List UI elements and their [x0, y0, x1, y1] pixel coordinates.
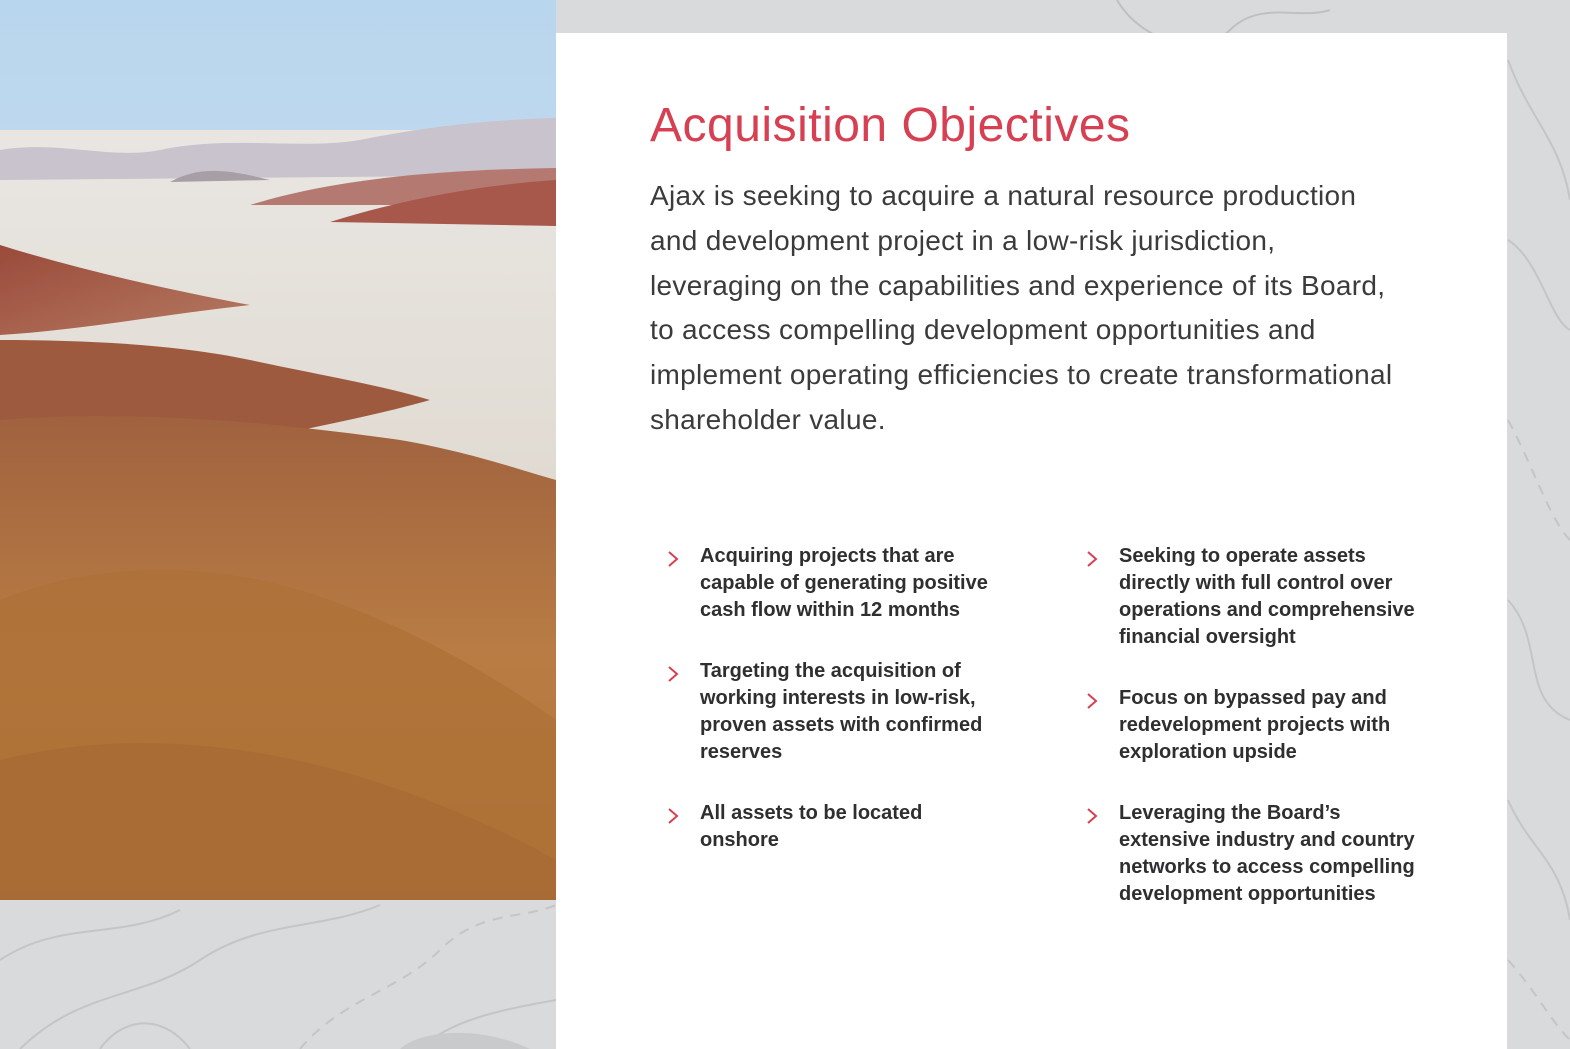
page-title: Acquisition Objectives: [650, 99, 1131, 152]
list-item: [666, 658, 1006, 766]
desert-landscape-image: [0, 0, 556, 900]
objectives-list-right: [1085, 543, 1415, 908]
list-item-text: Acquiring projects that are capable of generating positive cash flow within 12 months: [700, 545, 988, 621]
list-item-text: Focus on bypassed pay and redevelopment projects with exploration upside: [1119, 687, 1391, 763]
objectives-list-left: [666, 543, 1006, 854]
list-item-text: Leveraging the Board’s extensive industry and country networks to access compelling development opportunities: [1119, 802, 1415, 905]
chevron-right-icon: [666, 807, 680, 825]
chevron-right-icon: [666, 665, 680, 683]
chevron-right-icon: [1085, 550, 1099, 568]
list-item: [666, 543, 1006, 624]
list-item: [1085, 800, 1415, 908]
list-item-text: All assets to be located onshore: [700, 802, 923, 851]
list-item-text: Targeting the acquisition of working interests in low-risk, proven assets with confirmed reserves: [700, 660, 983, 763]
intro-paragraph: Ajax is seeking to acquire a natural resource production and development project in a low-risk jurisdiction, leveraging on the capabilities and experience of its Board, to access compelling development opportunities and implement operating efficiencies to create transformational shareholder value.: [650, 180, 1393, 435]
list-item: [1085, 543, 1415, 651]
list-item: [666, 800, 1006, 854]
chevron-right-icon: [1085, 807, 1099, 825]
list-item: [1085, 685, 1415, 766]
content-card: [556, 33, 1507, 1049]
chevron-right-icon: [1085, 692, 1099, 710]
chevron-right-icon: [666, 550, 680, 568]
list-item-text: Seeking to operate assets directly with full control over operations and comprehensive financial oversight: [1119, 545, 1415, 648]
